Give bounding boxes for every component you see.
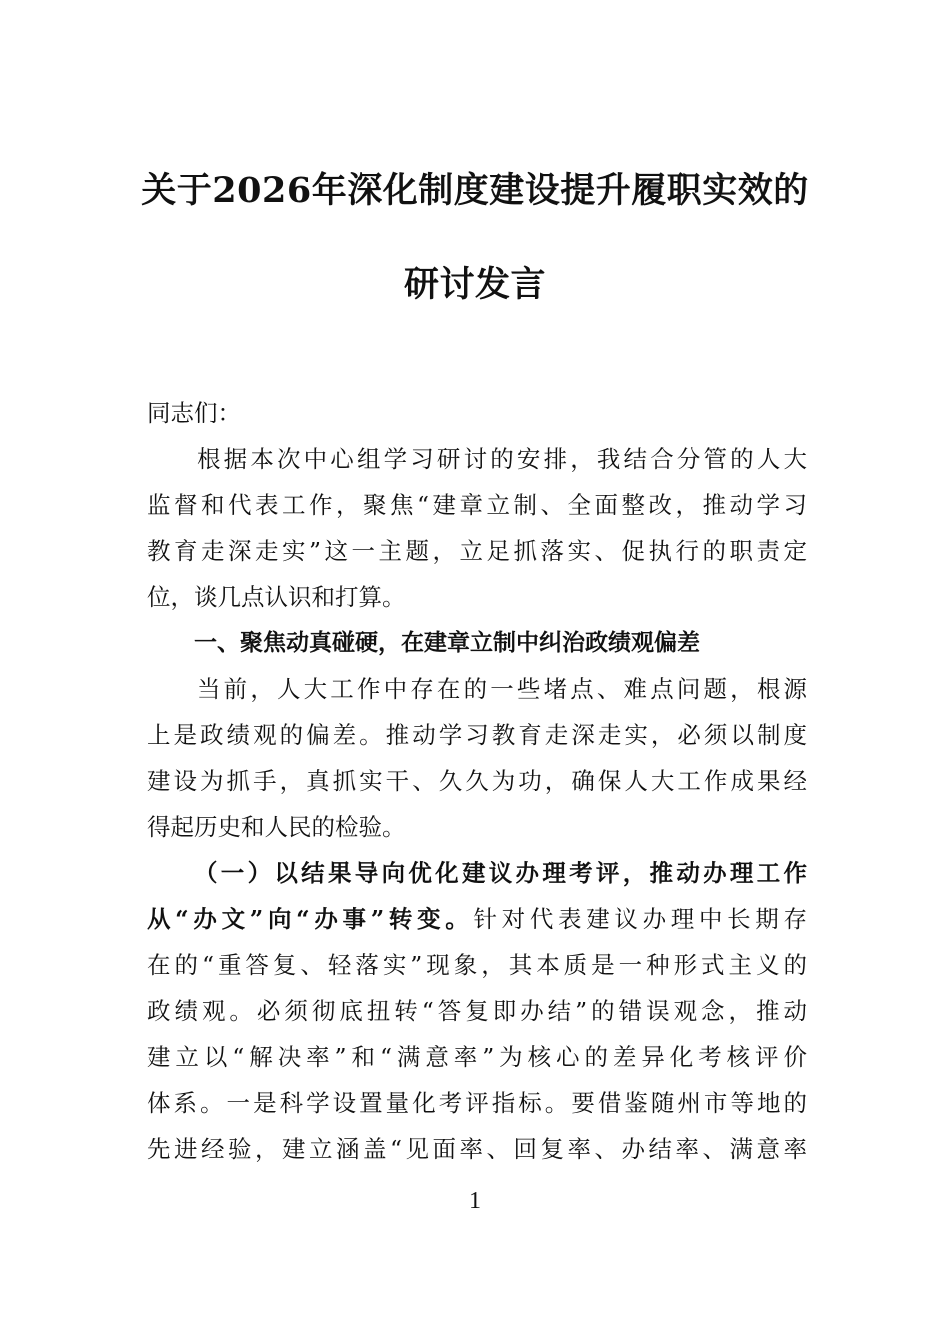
paragraph-1-line: 根据本次中心组学习研讨的安排，我结合分管的人大 (197, 445, 807, 473)
paragraph-3-text: 针对代表建议办理中长期存 (473, 905, 807, 933)
paragraph-3-line: 体系。一是科学设置量化考评指标。要借鉴随州市等地的 (147, 1089, 807, 1117)
paragraph-2-line: 当前，人大工作中存在的一些堵点、难点问题，根源 (197, 675, 807, 703)
document-title-line-1: 关于2026年深化制度建设提升履职实效的 (141, 170, 809, 211)
paragraph-1-line: 教育走深走实”这一主题，立足抓落实、促执行的职责定 (147, 537, 807, 565)
document-body (147, 390, 807, 1172)
paragraph-3-line: 政绩观。必须彻底扭转“答复即办结”的错误观念，推动 (147, 997, 807, 1025)
salutation: 同志们： (147, 399, 241, 427)
section-heading-1: 一、聚焦动真碰硬，在建章立制中纠治政绩观偏差 (194, 630, 700, 656)
paragraph-3-line (147, 896, 807, 942)
document-title-line-2: 研讨发言 (403, 264, 546, 305)
paragraph-1-line: 监督和代表工作，聚焦“建章立制、全面整改，推动学习 (147, 491, 807, 519)
paragraph-2-line: 建设为抓手，真抓实干、久久为功，确保人大工作成果经 (147, 767, 807, 795)
subheading-1-line: （一）以结果导向优化建议办理考评，推动办理工作 (194, 859, 807, 887)
page-number: 1 (469, 1188, 481, 1214)
paragraph-3-line: 建立以“解决率”和“满意率”为核心的差异化考核评价 (147, 1043, 807, 1071)
paragraph-1-line: 位，谈几点认识和打算。 (147, 583, 406, 611)
paragraph-3-line: 先进经验，建立涵盖“见面率、回复率、办结率、满意率 (147, 1135, 807, 1163)
paragraph-2-line: 上是政绩观的偏差。推动学习教育走深走实，必须以制度 (147, 721, 807, 749)
paragraph-2-line: 得起历史和人民的检验。 (147, 813, 406, 841)
subheading-1-end: 从“办文”向“办事”转变。 (147, 905, 474, 933)
paragraph-3-line: 在的“重答复、轻落实”现象，其本质是一种形式主义的 (147, 951, 807, 979)
